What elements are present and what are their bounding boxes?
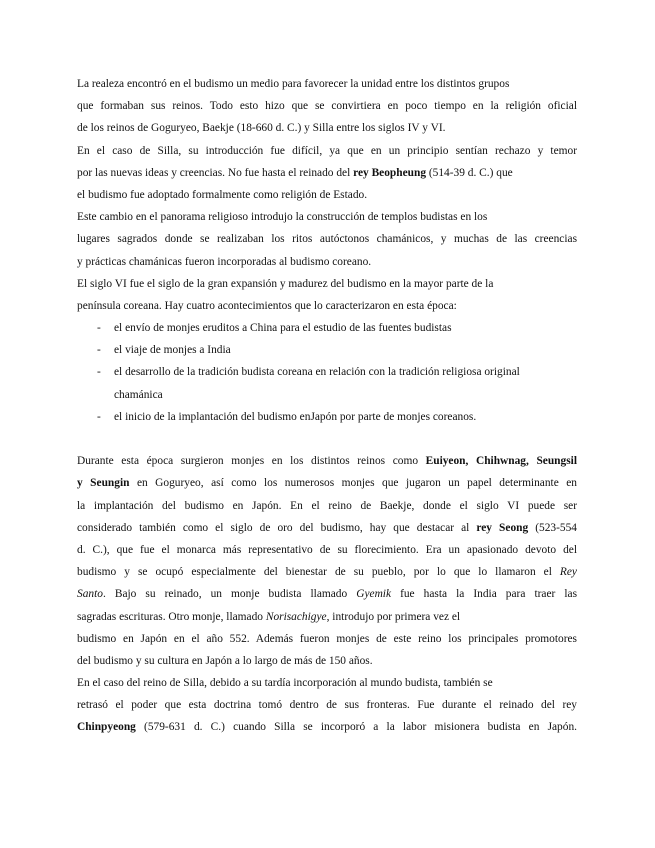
- text-line: península coreana. Hay cuatro acontecimientos que lo caracterizaron en esta época:: [77, 299, 457, 312]
- text-line: [77, 162, 577, 184]
- dash-bullet: -: [97, 344, 101, 357]
- text-line: la implantación del budismo en Japón. En el reino de Baekje, donde el siglo VI puede ser: [77, 499, 577, 512]
- text-line: En el caso del reino de Silla, debido a su tardía incorporación al mundo budista, también se: [77, 677, 493, 690]
- text-run: por las nuevas ideas y creencias. No fue hasta el reinado del: [77, 166, 354, 179]
- dash-bullet: -: [97, 366, 101, 379]
- text-line: d. C.), que fue el monarca más representativo de su florecimiento. Era un apasionado devoto del: [77, 543, 577, 556]
- text-line: En el caso de Silla, su introducción fue difícil, ya que en un principio sentían rechazo y temor: [77, 144, 577, 157]
- dash-bullet: -: [97, 410, 101, 423]
- document-body: [77, 73, 577, 739]
- bold-name: rey Beopheung: [353, 166, 427, 179]
- text-line: y prácticas chamánicas fueron incorporadas al budismo coreano.: [77, 255, 372, 268]
- text-line: [77, 450, 577, 472]
- paragraph-spacer: [77, 428, 577, 450]
- list-item-text: el inicio de la implantación del budismo enJapón por parte de monjes coreanos.: [114, 410, 477, 423]
- text-line: [77, 583, 577, 605]
- text-run: sagradas escrituras. Otro monje, llamado: [77, 610, 266, 623]
- text-line: [77, 561, 577, 583]
- text-run: en Goguryeo, así como los numerosos monjes que jugaron un papel determinante en: [129, 477, 577, 490]
- text-line: budismo en Japón en el año 552. Además fueron monjes de este reino los principales promotores: [77, 632, 577, 645]
- text-run: (523-554: [528, 521, 577, 534]
- paragraph-4: [77, 273, 577, 317]
- list-item: [77, 361, 577, 383]
- list-item: [77, 339, 577, 361]
- text-run: . Bajo su reinado, un monje budista llamado: [102, 588, 357, 601]
- bold-name: Euiyeon, Chihwnag, Seungsil: [425, 455, 577, 468]
- list-item-text: el viaje de monjes a India: [114, 344, 231, 357]
- text-run: (514-39 d. C.) que: [426, 166, 513, 179]
- list-item-continuation: [77, 384, 577, 406]
- list-item-text: el desarrollo de la tradición budista coreana en relación con la tradición religiosa original: [114, 366, 520, 379]
- paragraph-6: [77, 672, 577, 739]
- bullet-list: [77, 317, 577, 428]
- bold-name: rey Seong: [476, 521, 529, 534]
- text-run: Durante esta época surgieron monjes en los distintos reinos como: [77, 455, 426, 468]
- list-item: [77, 406, 577, 428]
- text-line: que formaban sus reinos. Todo esto hizo que se convirtiera en poco tiempo en la religión oficial: [77, 100, 577, 113]
- paragraph-3: [77, 206, 577, 273]
- text-line: retrasó el poder que esta doctrina tomó dentro de sus fronteras. Fue durante el reinado del rey: [77, 699, 577, 712]
- text-line: de los reinos de Goguryeo, Baekje (18-660 d. C.) y Silla entre los siglos IV y VI.: [77, 122, 446, 135]
- text-line: La realeza encontró en el budismo un medio para favorecer la unidad entre los distintos grupos: [77, 78, 510, 90]
- text-line: lugares sagrados donde se realizaban los ritos autóctonos chamánicos, y muchas de las creencias: [77, 233, 577, 246]
- text-line: Este cambio en el panorama religioso introdujo la construcción de templos budistas en los: [77, 211, 488, 224]
- text-line: del budismo y su cultura en Japón a lo largo de más de 150 años.: [77, 654, 373, 667]
- text-run: fue hasta la India para traer las: [391, 588, 577, 601]
- paragraph-1: [77, 73, 577, 140]
- text-line: el budismo fue adoptado formalmente como religión de Estado.: [77, 188, 368, 201]
- list-item-text: el envío de monjes eruditos a China para el estudio de las fuentes budistas: [114, 322, 452, 335]
- list-item: [77, 317, 577, 339]
- text-line: [77, 606, 577, 628]
- dash-bullet: -: [97, 322, 101, 335]
- paragraph-5: [77, 450, 577, 672]
- text-line: [77, 517, 577, 539]
- italic-term: Gyemik: [356, 588, 392, 601]
- text-line: El siglo VI fue el siglo de la gran expansión y madurez del budismo en la mayor parte de la: [77, 277, 494, 290]
- italic-term: Norisachigye: [265, 610, 327, 623]
- text-line: [77, 472, 577, 494]
- text-line: [77, 716, 577, 738]
- text-run: (579-631 d. C.) cuando Silla se incorporó a la labor misionera budista en Japón.: [135, 721, 577, 734]
- italic-term: Santo: [77, 588, 103, 601]
- list-item-text: chamánica: [114, 388, 163, 401]
- italic-term: Rey: [559, 566, 577, 579]
- text-run: budismo y se ocupó especialmente del bienestar de su pueblo, por lo que lo llamaron el: [77, 566, 560, 579]
- text-run: considerado también como el siglo de oro del budismo, hay que destacar al: [77, 521, 477, 534]
- paragraph-2: [77, 140, 577, 207]
- text-run: , introdujo por primera vez el: [326, 610, 461, 623]
- bold-name: y Seungin: [77, 477, 130, 490]
- bold-name: Chinpyeong: [77, 721, 136, 734]
